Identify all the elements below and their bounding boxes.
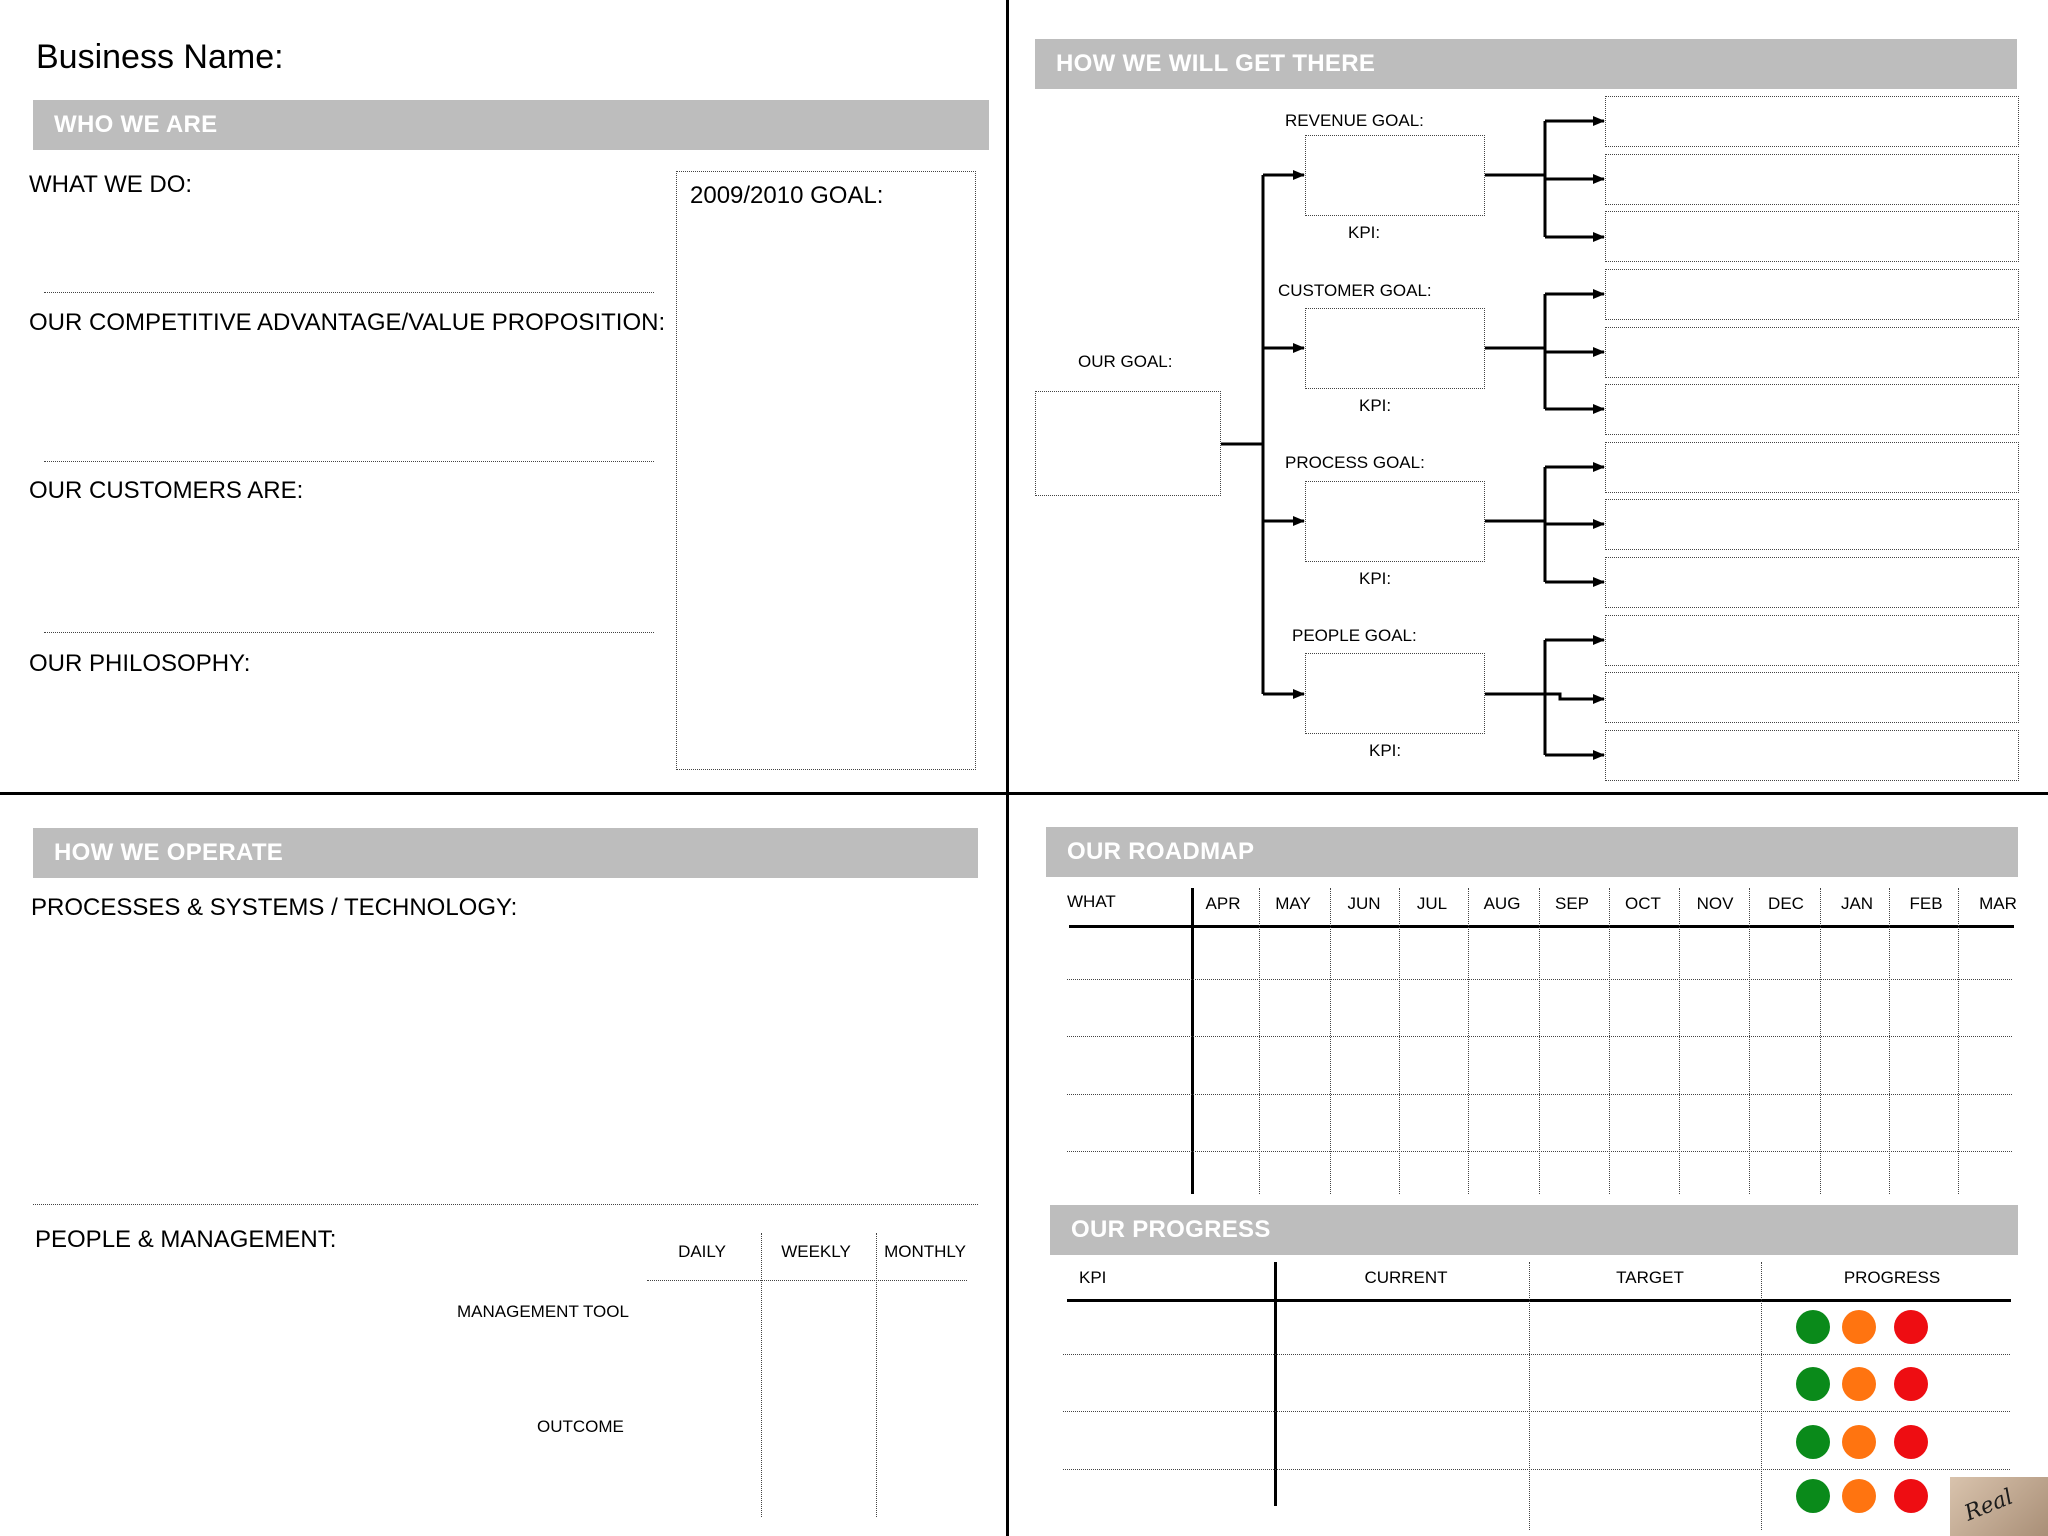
roadmap-what-header: WHAT [1067, 892, 1116, 911]
operate-column-divider [876, 1233, 877, 1517]
progress-orange-indicator[interactable] [1842, 1425, 1876, 1459]
progress-heading: OUR PROGRESS [1050, 1205, 2018, 1255]
roadmap-month-divider [1330, 888, 1331, 1194]
progress-orange-indicator[interactable] [1842, 1310, 1876, 1344]
monthly-column-header: MONTHLY [884, 1242, 966, 1261]
customer-goal-label: CUSTOMER GOAL: [1278, 281, 1432, 300]
processes-systems-line[interactable] [33, 1204, 978, 1205]
month-header-dec: DEC [1768, 894, 1804, 913]
progress-row-line[interactable] [1063, 1411, 2010, 1412]
process-goal-label: PROCESS GOAL: [1285, 453, 1425, 472]
progress-row-line[interactable] [1063, 1469, 2010, 1470]
goal-2009-2010-label: 2009/2010 GOAL: [690, 182, 884, 209]
progress-orange-indicator[interactable] [1842, 1479, 1876, 1513]
brand-logo [1950, 1477, 2048, 1536]
progress-green-indicator[interactable] [1796, 1425, 1830, 1459]
progress-kpi-header: KPI [1079, 1268, 1107, 1287]
progress-green-indicator[interactable] [1796, 1367, 1830, 1401]
roadmap-month-divider [1259, 888, 1260, 1194]
month-header-sep: SEP [1554, 894, 1590, 913]
roadmap-row-line[interactable] [1067, 1036, 2012, 1037]
roadmap-row-line[interactable] [1067, 1094, 2012, 1095]
roadmap-month-divider [1539, 888, 1540, 1194]
how-we-operate-heading: HOW WE OPERATE [33, 828, 978, 878]
progress-red-indicator[interactable] [1894, 1367, 1928, 1401]
what-we-do-label: WHAT WE DO: [29, 171, 193, 198]
month-header-jan: JAN [1840, 894, 1874, 913]
roadmap-month-divider [1749, 888, 1750, 1194]
outcome-label: OUTCOME [537, 1417, 624, 1436]
progress-red-indicator[interactable] [1894, 1479, 1928, 1513]
roadmap-month-divider [1958, 888, 1959, 1194]
progress-green-indicator[interactable] [1796, 1479, 1830, 1513]
progress-row-line[interactable] [1063, 1354, 2010, 1355]
processes-systems-label: PROCESSES & SYSTEMS / TECHNOLOGY: [31, 894, 518, 921]
horizontal-divider [0, 792, 2048, 795]
customers-label: OUR CUSTOMERS ARE: [29, 477, 304, 504]
management-tool-label: MANAGEMENT TOOL [457, 1302, 629, 1321]
progress-orange-indicator[interactable] [1842, 1367, 1876, 1401]
weekly-column-header: WEEKLY [781, 1242, 851, 1261]
month-header-jun: JUN [1347, 894, 1381, 913]
people-goal-label: PEOPLE GOAL: [1292, 626, 1417, 645]
roadmap-month-divider [1679, 888, 1680, 1194]
month-header-jul: JUL [1416, 894, 1448, 913]
process-kpi-label: KPI: [1359, 569, 1392, 588]
month-header-may: MAY [1275, 894, 1311, 913]
month-header-oct: OCT [1625, 894, 1661, 913]
progress-green-indicator[interactable] [1796, 1310, 1830, 1344]
month-header-mar: MAR [1979, 894, 2017, 913]
month-header-nov: NOV [1696, 894, 1734, 913]
progress-header-rule [1067, 1299, 2011, 1302]
roadmap-month-divider [1820, 888, 1821, 1194]
progress-target-header: TARGET [1616, 1268, 1684, 1287]
progress-progress-header: PROGRESS [1843, 1268, 1941, 1287]
operate-header-line [647, 1280, 967, 1281]
roadmap-row-line[interactable] [1067, 979, 2012, 980]
roadmap-month-divider [1609, 888, 1610, 1194]
how-we-get-there-heading: HOW WE WILL GET THERE [1035, 39, 2017, 89]
people-kpi-label: KPI: [1369, 741, 1402, 760]
revenue-goal-label: REVENUE GOAL: [1285, 111, 1424, 130]
competitive-advantage-label: OUR COMPETITIVE ADVANTAGE/VALUE PROPOSITION: [29, 309, 666, 336]
progress-column-divider [1761, 1262, 1762, 1530]
month-header-aug: AUG [1483, 894, 1521, 913]
daily-column-header: DAILY [678, 1242, 726, 1261]
roadmap-month-divider [1399, 888, 1400, 1194]
our-goal-label: OUR GOAL: [1078, 352, 1173, 371]
roadmap-row-line[interactable] [1067, 1151, 2012, 1152]
roadmap-month-divider [1468, 888, 1469, 1194]
philosophy-label: OUR PHILOSOPHY: [29, 650, 251, 677]
month-header-feb: FEB [1909, 894, 1943, 913]
roadmap-what-divider [1191, 888, 1194, 1194]
progress-red-indicator[interactable] [1894, 1310, 1928, 1344]
people-management-label: PEOPLE & MANAGEMENT: [35, 1226, 337, 1253]
roadmap-month-divider [1889, 888, 1890, 1194]
brand-logo-text: Real [1961, 1484, 2017, 1527]
customer-kpi-label: KPI: [1359, 396, 1392, 415]
progress-current-header: CURRENT [1364, 1268, 1448, 1287]
progress-red-indicator[interactable] [1894, 1425, 1928, 1459]
operate-column-divider [761, 1233, 762, 1517]
roadmap-heading: OUR ROADMAP [1046, 827, 2018, 877]
month-header-apr: APR [1205, 894, 1241, 913]
revenue-kpi-label: KPI: [1348, 223, 1381, 242]
business-name-label: Business Name: [36, 38, 284, 76]
roadmap-header-rule [1069, 925, 2014, 928]
progress-column-divider [1529, 1262, 1530, 1530]
who-we-are-heading: WHO WE ARE [33, 100, 989, 150]
